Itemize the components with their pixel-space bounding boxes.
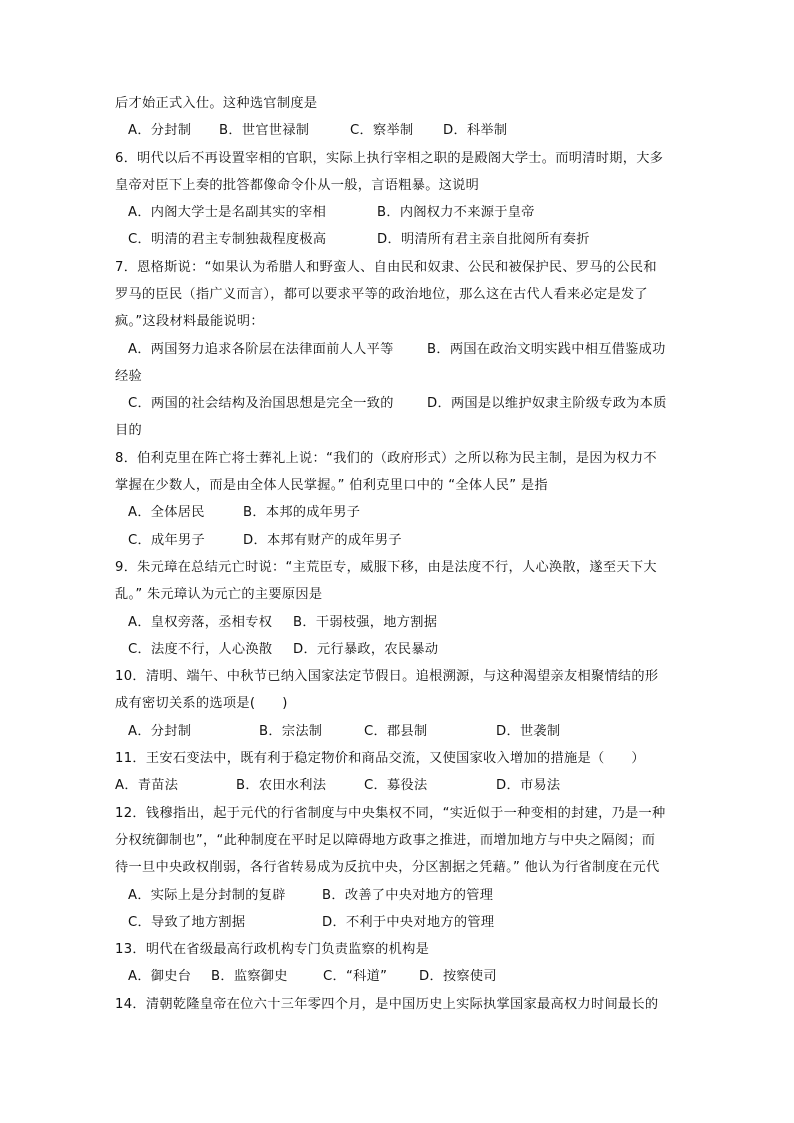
question-5-option-d: D．科举制 xyxy=(443,123,508,138)
question-10-option-c: C．郡县制 xyxy=(364,724,428,739)
question-10-option-b: B．宗法制 xyxy=(259,724,323,739)
question-12-option-a: A．实际上是分封制的复辟 xyxy=(128,888,286,903)
question-8-option-d: D．本邦有财产的成年男子 xyxy=(243,533,402,548)
question-9-stem-line: 9．朱元璋在总结元亡时说：“主荒臣专，威服下移，由是法度不行，人心涣散，遂至天下大 xyxy=(115,560,657,575)
question-7-stem-line: 罗马的臣民（指广义而言），都可以要求平等的政治地位，那么这在古代人看来必定是发了 xyxy=(115,287,648,302)
question-13-option-c: C．“科道” xyxy=(323,969,388,984)
question-11-option-c: C．募役法 xyxy=(364,778,428,793)
question-7-option-b-wrap: 经验 xyxy=(115,369,142,384)
question-11-option-a: A．青苗法 xyxy=(115,778,179,793)
question-8-option-a: A．全体居民 xyxy=(128,505,205,520)
question-12-option-b: B．改善了中央对地方的管理 xyxy=(322,888,494,903)
question-9-stem-line: 乱。” 朱元璋认为元亡的主要原因是 xyxy=(115,587,323,602)
question-11-option-d: D．市易法 xyxy=(496,778,561,793)
question-12-stem-line: 待一旦中央政权削弱，各行省转易成为反抗中央，分区割据之凭藉。” 他认为行省制度在元代 xyxy=(115,860,660,875)
question-10-option-a: A．分封制 xyxy=(128,724,192,739)
question-8-stem-line: 8．伯利克里在阵亡将士葬礼上说：“我们的（政府形式）之所以称为民主制，是因为权力不 xyxy=(115,451,657,466)
question-5-option-c: C．察举制 xyxy=(350,123,414,138)
question-10-stem-line: 10．清明、端午、中秋节已纳入国家法定节假日。追根溯源，与这种渴望亲友相聚情结的形 xyxy=(115,669,659,684)
question-13-option-a: A．御史台 xyxy=(128,969,192,984)
question-10-stem-line: 成有密切关系的选项是( ) xyxy=(115,696,288,711)
question-12-stem-line: 分权统御制也”，“此种制度在平时足以障碍地方政事之推进，而增加地方与中央之隔阂；而 xyxy=(115,833,656,848)
question-13-option-b: B．监察御史 xyxy=(211,969,288,984)
question-12-stem-line: 12．钱穆指出，起于元代的行省制度与中央集权不同，“实近似于一种变相的封建，乃是一种 xyxy=(115,806,666,821)
question-8-option-c: C．成年男子 xyxy=(128,533,205,548)
question-8-option-b: B．本邦的成年男子 xyxy=(243,505,361,520)
question-7-stem-line: 疯。”这段材料最能说明： xyxy=(115,314,264,329)
question-12-option-d: D．不利于中央对地方的管理 xyxy=(322,915,495,930)
question-6-stem-line: 皇帝对臣下上奏的批答都像命令仆从一般，言语粗暴。这说明 xyxy=(115,178,480,193)
question-6-option-b: B．内阁权力不来源于皇帝 xyxy=(377,205,535,220)
question-14-stem-line: 14．清朝乾隆皇帝在位六十三年零四个月，是中国历史上实际执掌国家最高权力时间最长的 xyxy=(115,997,659,1012)
question-8-stem-line: 掌握在少数人，而是由全体人民掌握。” 伯利克里口中的 “全体人民” 是指 xyxy=(115,478,548,493)
question-9-option-b: B．干弱枝强，地方割据 xyxy=(293,615,438,630)
question-5-option-b: B．世官世禄制 xyxy=(219,123,310,138)
question-6-option-d: D．明清所有君主亲自批阅所有奏折 xyxy=(377,232,590,247)
question-6-stem-line: 6．明代以后不再设置宰相的官职，实际上执行宰相之职的是殿阁大学士。而明清时期，大多 xyxy=(115,151,664,166)
question-7-option-c: C．两国的社会结构及治国思想是完全一致的 xyxy=(128,396,394,411)
question-13-option-d: D．按察使司 xyxy=(419,969,497,984)
question-5-stem-line: 后才始正式入仕。这种选官制度是 xyxy=(115,96,318,111)
question-7-option-b: B．两国在政治文明实践中相互借鉴成功 xyxy=(427,342,666,357)
question-6-option-c: C．明清的君主专制独裁程度极高 xyxy=(128,232,327,247)
question-5-option-a: A．分封制 xyxy=(128,123,192,138)
question-7-option-d-wrap: 目的 xyxy=(115,423,142,438)
question-7-option-d: D．两国是以维护奴隶主阶级专政为本质 xyxy=(427,396,667,411)
question-9-option-d: D．元行暴政，农民暴动 xyxy=(293,642,439,657)
question-6-option-a: A．内阁大学士是名副其实的宰相 xyxy=(128,205,327,220)
question-10-option-d: D．世袭制 xyxy=(496,724,561,739)
question-12-option-c: C．导致了地方割据 xyxy=(128,915,246,930)
question-11-option-b: B．农田水利法 xyxy=(236,778,327,793)
question-13-stem-line: 13．明代在省级最高行政机构专门负责监察的机构是 xyxy=(115,942,430,957)
question-11-stem-line: 11．王安石变法中，既有利于稳定物价和商品交流，又使国家收入增加的措施是（ ） xyxy=(115,751,645,766)
question-7-stem-line: 7．恩格斯说：“如果认为希腊人和野蛮人、自由民和奴隶、公民和被保护民、罗马的公民和 xyxy=(115,260,657,275)
question-7-option-a: A．两国努力追求各阶层在法律面前人人平等 xyxy=(128,342,394,357)
question-9-option-c: C．法度不行，人心涣散 xyxy=(128,642,273,657)
question-9-option-a: A．皇权旁落，丞相专权 xyxy=(128,615,273,630)
